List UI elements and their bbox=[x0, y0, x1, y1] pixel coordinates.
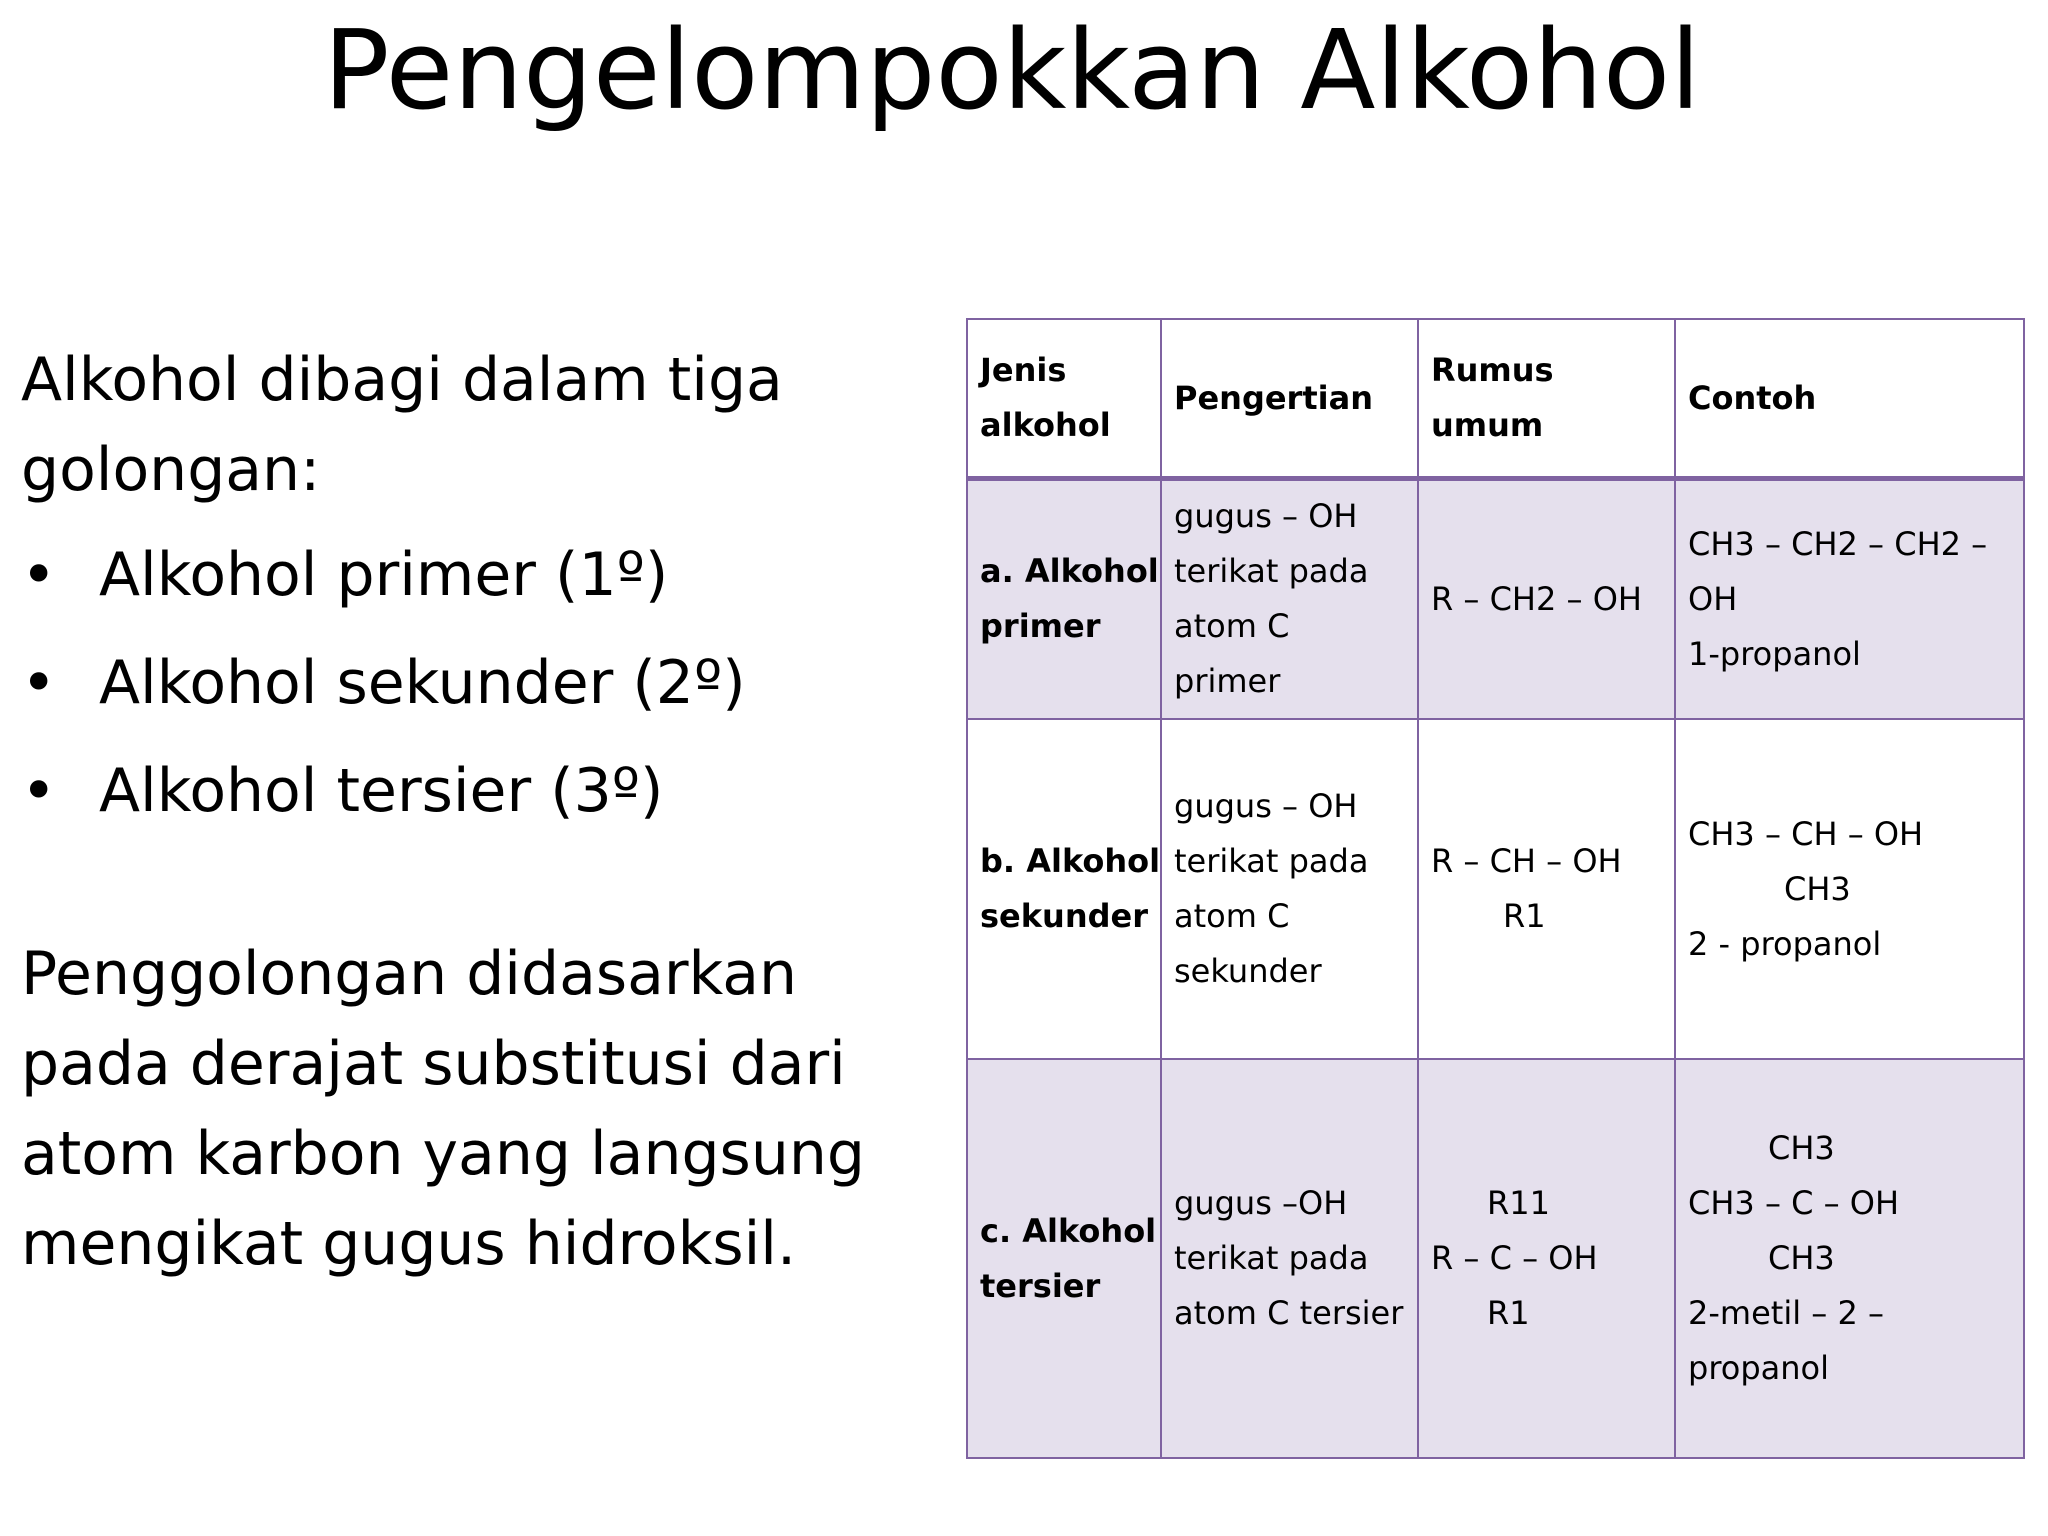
cell-jenis bbox=[967, 719, 1161, 1060]
cell-line: CH3 bbox=[1768, 1129, 1835, 1168]
intro-line: Alkohol dibagi dalam tiga bbox=[21, 345, 783, 415]
header-pengertian bbox=[1161, 319, 1418, 479]
header-contoh bbox=[1675, 319, 2024, 479]
note-line: pada derajat substitusi dari bbox=[21, 1029, 846, 1099]
header-text: alkohol bbox=[980, 406, 1111, 444]
cell-line: CH3 bbox=[1784, 869, 1851, 908]
cell-line: primer bbox=[980, 607, 1101, 646]
table-row bbox=[967, 1059, 2024, 1458]
cell-line: 2 - propanol bbox=[1688, 924, 1882, 963]
cell-rumus bbox=[1418, 719, 1675, 1060]
cell-line: primer bbox=[1174, 662, 1281, 701]
cell-line: b. Alkohol bbox=[980, 842, 1161, 881]
cell-line: a. Alkohol bbox=[980, 552, 1159, 591]
table-row bbox=[967, 479, 2024, 719]
cell-line: gugus – OH bbox=[1174, 497, 1358, 536]
cell-line: c. Alkohol bbox=[980, 1211, 1157, 1250]
cell-line: tersier bbox=[980, 1266, 1101, 1305]
cell-contoh bbox=[1675, 479, 2024, 719]
cell-line: CH3 – CH – OH bbox=[1688, 814, 1924, 853]
bullet-text: Alkohol primer (1º) bbox=[99, 540, 669, 610]
note-line: mengikat gugus hidroksil. bbox=[21, 1209, 797, 1279]
cell-line: sekunder bbox=[980, 897, 1148, 936]
alcohol-classification-table bbox=[966, 318, 2025, 1459]
bullet-item bbox=[21, 629, 941, 737]
bullet-marker: • bbox=[21, 648, 57, 718]
table-header-row bbox=[967, 319, 2024, 479]
cell-line: gugus – OH bbox=[1174, 787, 1358, 826]
cell-pengertian bbox=[1161, 719, 1418, 1060]
cell-line: terikat pada bbox=[1174, 1239, 1369, 1278]
cell-contoh bbox=[1675, 1059, 2024, 1458]
cell-line: atom C tersier bbox=[1174, 1294, 1404, 1333]
cell-line: atom C bbox=[1174, 897, 1290, 936]
cell-jenis bbox=[967, 479, 1161, 719]
note-line: Penggolongan didasarkan bbox=[21, 939, 798, 1009]
cell-line: R – CH2 – OH bbox=[1431, 579, 1642, 618]
left-text-block bbox=[21, 335, 941, 1289]
cell-line: R1 bbox=[1487, 1294, 1530, 1333]
bullet-item bbox=[21, 737, 941, 845]
cell-pengertian bbox=[1161, 479, 1418, 719]
bullet-marker: • bbox=[21, 540, 57, 610]
cell-line: 2-metil – 2 – bbox=[1688, 1294, 1884, 1333]
cell-line: OH bbox=[1688, 579, 1738, 618]
cell-line: terikat pada bbox=[1174, 842, 1369, 881]
note-paragraph bbox=[21, 929, 941, 1289]
cell-pengertian bbox=[1161, 1059, 1418, 1458]
slide-title: Pengelompokkan Alkohol bbox=[323, 6, 1701, 134]
header-text: Contoh bbox=[1688, 378, 1817, 417]
header-text: Pengertian bbox=[1174, 378, 1373, 417]
cell-line: CH3 – CH2 – CH2 – bbox=[1688, 524, 1988, 563]
cell-line: propanol bbox=[1688, 1349, 1830, 1388]
cell-rumus bbox=[1418, 1059, 1675, 1458]
bullet-marker: • bbox=[21, 756, 57, 826]
intro-line: golongan: bbox=[21, 435, 321, 505]
cell-line: R11 bbox=[1487, 1184, 1550, 1223]
cell-line: sekunder bbox=[1174, 952, 1322, 991]
cell-jenis bbox=[967, 1059, 1161, 1458]
table-row bbox=[967, 719, 2024, 1060]
cell-line: atom C bbox=[1174, 607, 1290, 646]
header-jenis bbox=[967, 319, 1161, 479]
cell-line: R – C – OH bbox=[1431, 1239, 1598, 1278]
bullet-list bbox=[21, 521, 941, 845]
header-rumus bbox=[1418, 319, 1675, 479]
cell-line: CH3 – C – OH bbox=[1688, 1184, 1900, 1223]
bullet-item bbox=[21, 521, 941, 629]
cell-contoh bbox=[1675, 719, 2024, 1060]
cell-line: 1-propanol bbox=[1688, 634, 1861, 673]
cell-line: R – CH – OH bbox=[1431, 842, 1622, 881]
header-text: Jenis bbox=[980, 351, 1067, 389]
cell-line: CH3 bbox=[1768, 1239, 1835, 1278]
header-text: Rumus bbox=[1431, 351, 1554, 389]
bullet-text: Alkohol sekunder (2º) bbox=[99, 648, 746, 718]
bullet-text: Alkohol tersier (3º) bbox=[99, 756, 664, 826]
cell-line: terikat pada bbox=[1174, 552, 1369, 591]
cell-rumus bbox=[1418, 479, 1675, 719]
header-text: umum bbox=[1431, 406, 1544, 444]
cell-line: R1 bbox=[1503, 897, 1546, 936]
intro-paragraph bbox=[21, 335, 941, 515]
cell-line: gugus –OH bbox=[1174, 1184, 1348, 1223]
note-line: atom karbon yang langsung bbox=[21, 1119, 865, 1189]
